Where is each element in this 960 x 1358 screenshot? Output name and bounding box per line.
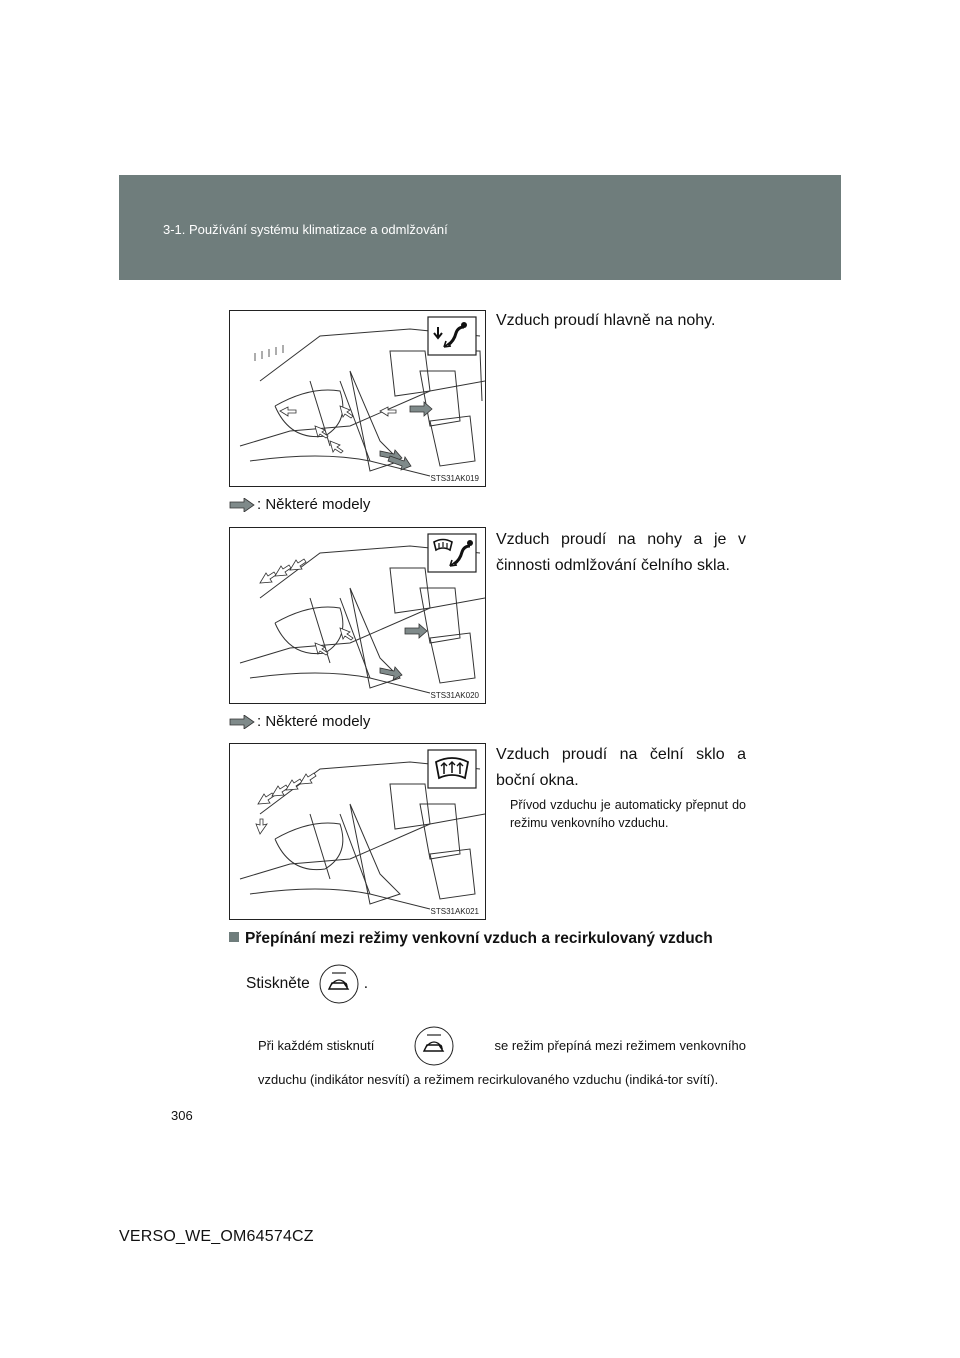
figure-feet-airflow [229, 310, 486, 487]
arrow-icon [229, 498, 255, 512]
document-code: VERSO_WE_OM64574CZ [119, 1228, 314, 1245]
figure-feet-defrost-airflow [229, 527, 486, 704]
page-number: 306 [171, 1108, 193, 1123]
car-interior-illustration [230, 528, 485, 703]
section-heading: Přepínání mezi režimy venkovní vzduch a recirkulovaný vzduch [229, 930, 769, 948]
info-line-1: Při každém stisknutí se režim přepíná mezi režimem venkovního [258, 1025, 746, 1067]
arrow-icon [229, 715, 255, 729]
figure-description: Vzduch proudí hlavně na nohy. [496, 312, 716, 329]
press-instruction: Stiskněte . [246, 963, 368, 1005]
models-label: : Některé modely [229, 713, 370, 730]
heading-bullet [229, 932, 239, 942]
section-title: 3-1. Používání systému klimatizace a odmlžování [163, 222, 448, 237]
figure-code: STS31AK020 [430, 691, 479, 700]
figure-code: STS31AK021 [430, 907, 479, 916]
car-interior-illustration [230, 744, 485, 919]
car-interior-illustration [230, 311, 485, 486]
section-header [119, 175, 841, 280]
figure-description: Vzduch proudí na čelní sklo a boční okna. [496, 746, 746, 789]
figure-windshield-defroster [229, 743, 486, 920]
figure-description: Vzduch proudí na nohy a je v činnosti odmlžování čelního skla. [496, 531, 746, 574]
figure-code: STS31AK019 [430, 474, 479, 483]
models-label: : Některé modely [229, 496, 370, 513]
figure-note: Přívod vzduchu je automaticky přepnut do režimu venkovního vzduchu. [510, 798, 746, 830]
recirculation-button-icon [413, 1025, 455, 1067]
info-line-2: vzduchu (indikátor nesvítí) a režimem recirkulovaného vzduchu (indiká-tor svítí). [258, 1072, 719, 1087]
recirculation-button-icon [318, 963, 360, 1005]
